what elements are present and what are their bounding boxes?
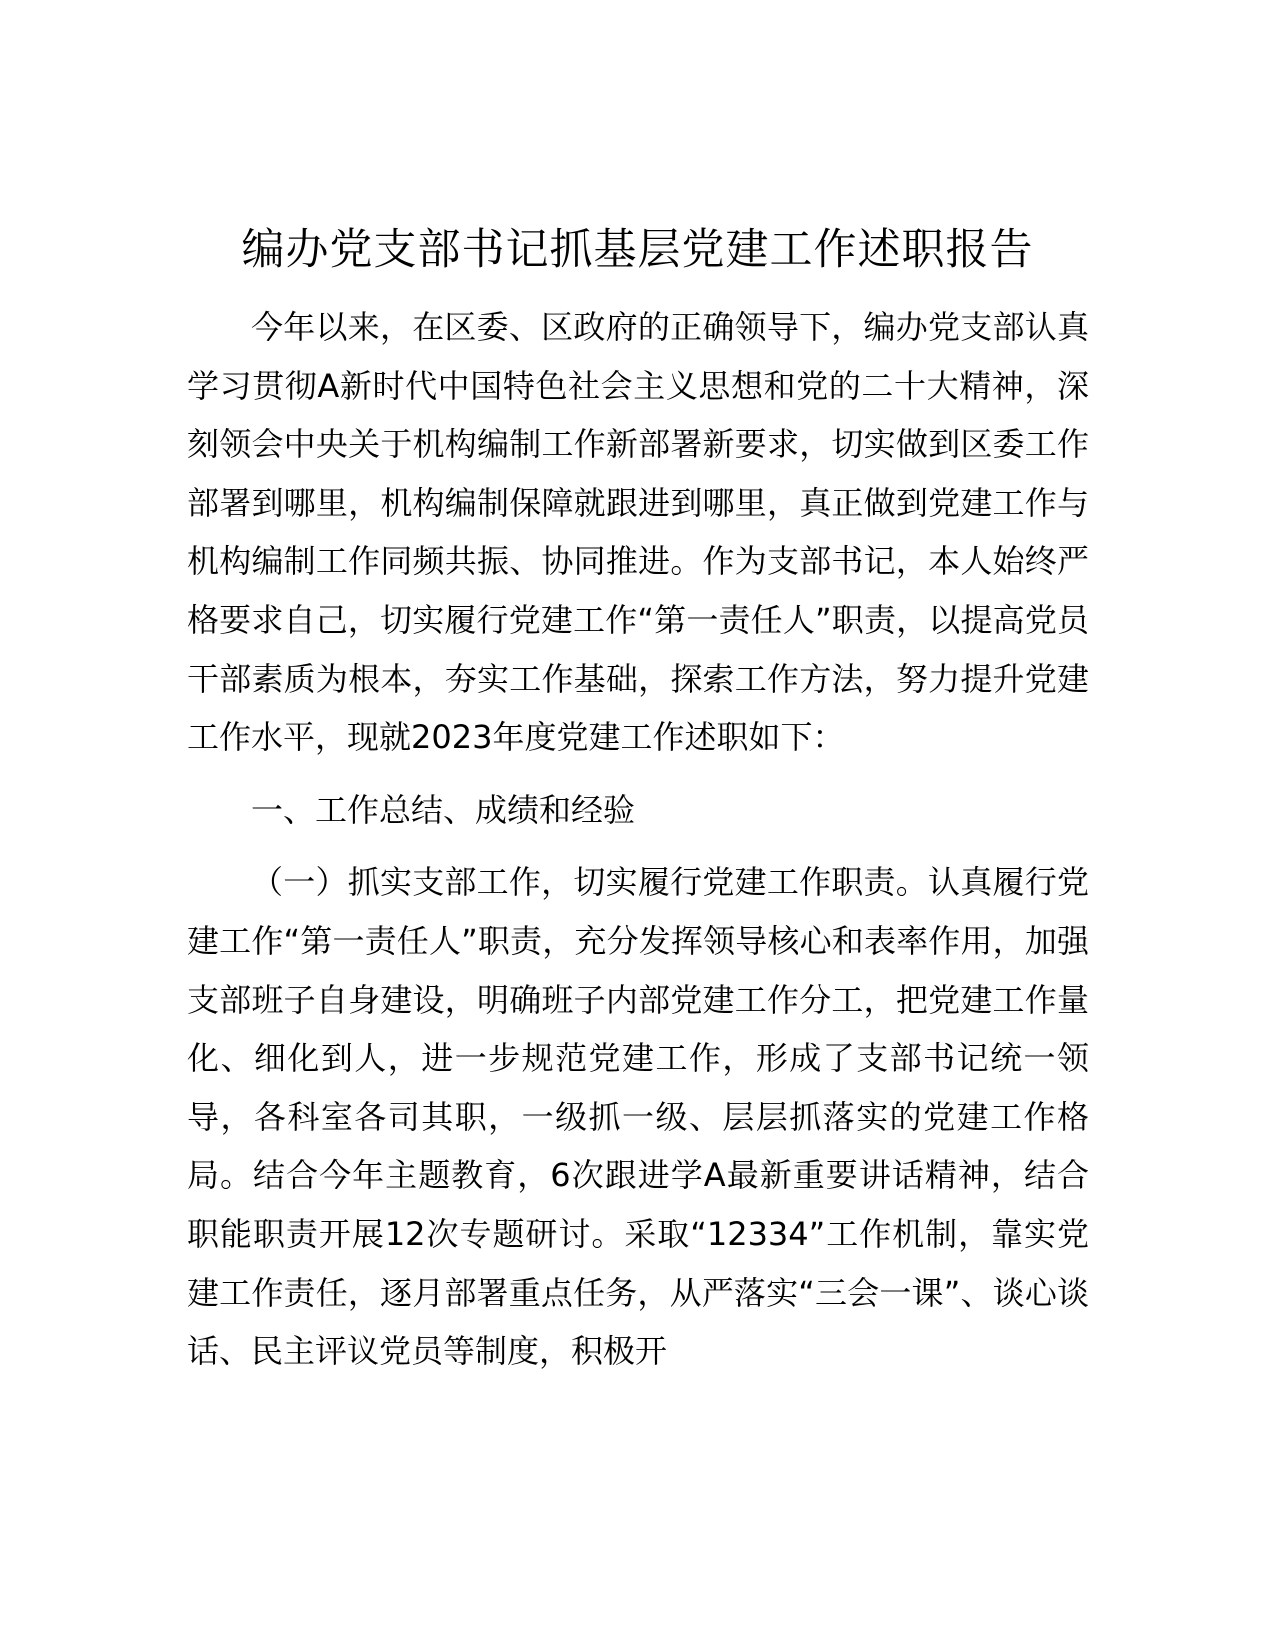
document-title: 编办党支部书记抓基层党建工作述职报告 [241, 225, 1034, 275]
document-body [187, 298, 1089, 1381]
intro-paragraph: 今年以来，在区委、区政府的正确领导下，编办党支部认真学习贯彻A新时代中国特色社会主义思想和党的二十大精神，深刻领会中央关于机构编制工作新部署新要求，切实做到区委工作部署到哪里，机构编制保障就跟进到哪里，真正做到党建工作与机构编制工作同频共振、协同推进。作为支部书记，本人始终严格要求自己，切实履行党建工作“第一责任人”职责，以提高党员干部素质为根本，夯实工作基础，探索工作方法，努力提升党建工作水平，现就2023年度党建工作述职如下： [187, 308, 1089, 757]
subsection-paragraph-1: （一）抓实支部工作，切实履行党建工作职责。认真履行党建工作“第一责任人”职责，充分发挥领导核心和表率作用，加强支部班子自身建设，明确班子内部党建工作分工，把党建工作量化、细化到人，进一步规范党建工作，形成了支部书记统一领导，各科室各司其职，一级抓一级、层层抓落实的党建工作格局。结合今年主题教育，6次跟进学A最新重要讲话精神，结合职能职责开展12次专题研讨。采取“12334”工作机制，靠实党建工作责任，逐月部署重点任务，从严落实“三会一课”、谈心谈话、民主评议党员等制度，积极开 [187, 863, 1089, 1371]
section-heading-1: 一、工作总结、成绩和经验 [251, 790, 636, 829]
